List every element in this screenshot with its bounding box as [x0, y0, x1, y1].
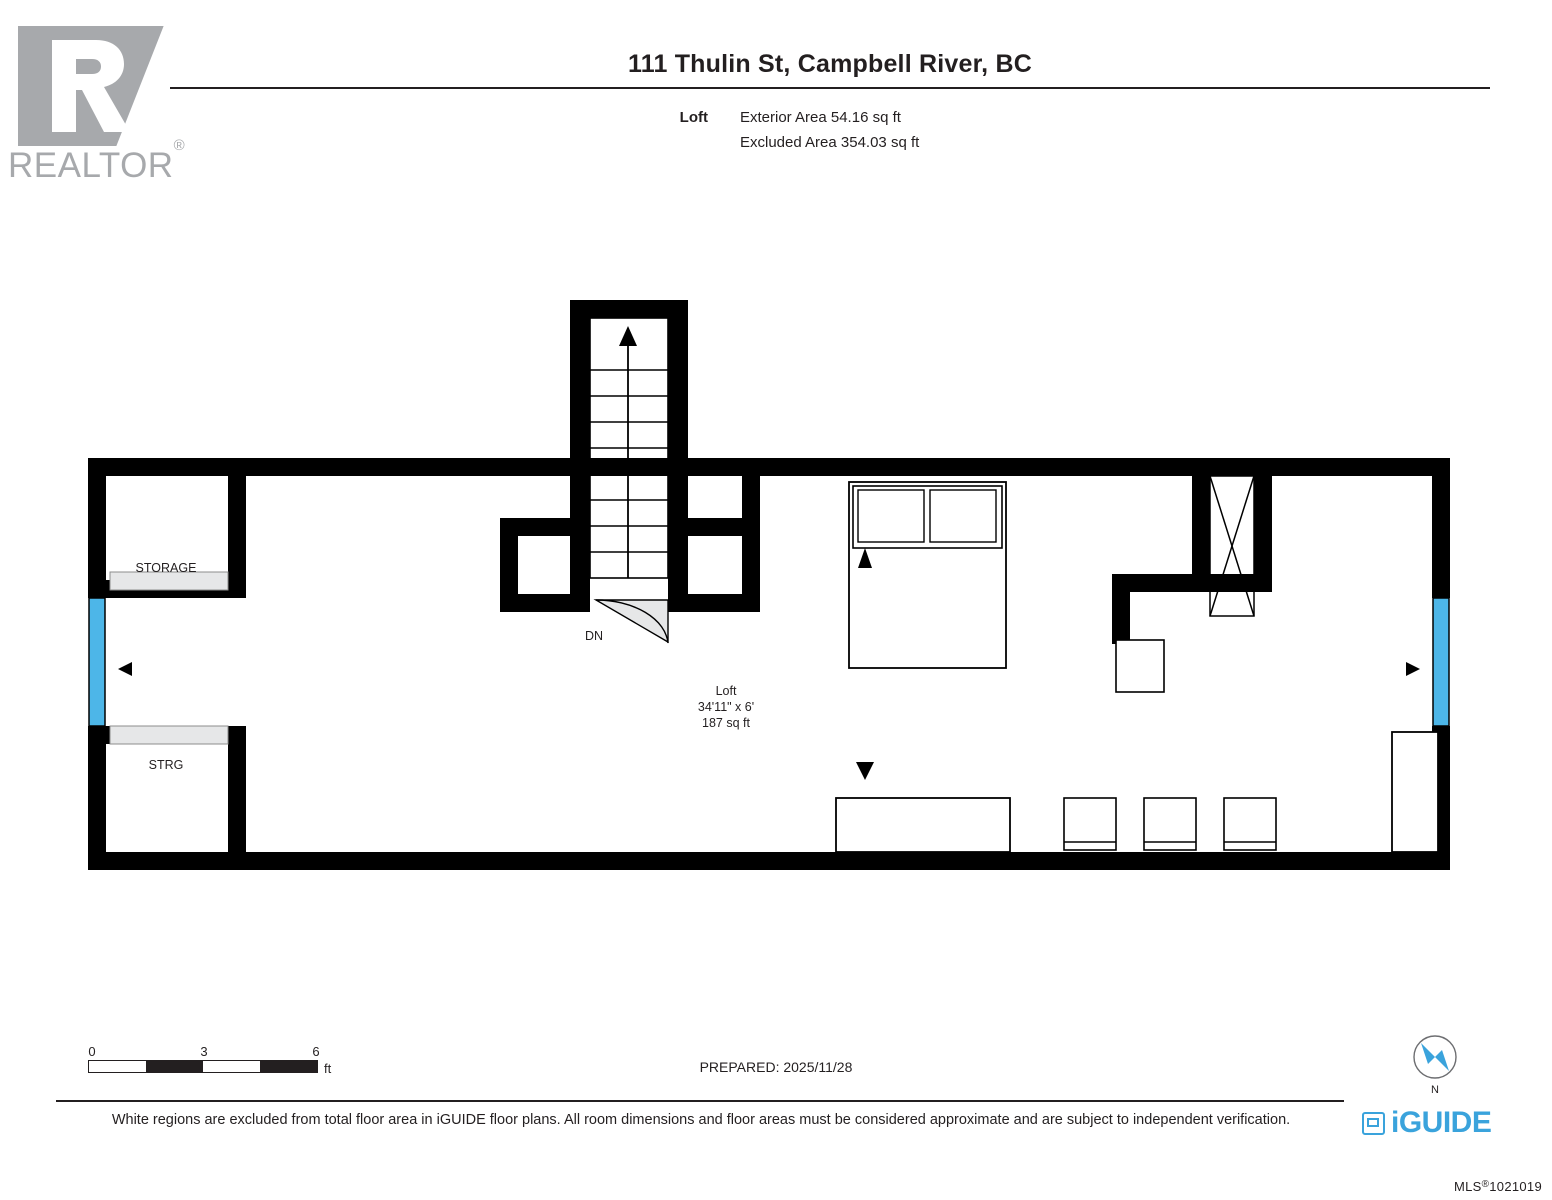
scale-ticks: [88, 1044, 338, 1060]
scale-unit: ft: [324, 1061, 332, 1076]
iguide-logo: [1362, 1106, 1491, 1140]
cabinet-right: [1392, 732, 1438, 852]
lower-furniture: [836, 732, 1438, 852]
iguide-wordmark: iGUIDE: [1391, 1106, 1492, 1139]
bed-furniture: [849, 482, 1006, 668]
mls-registered-mark: ®: [1481, 1179, 1490, 1190]
loft-dimensions: 34'11" x 6': [697, 700, 755, 714]
mls-id: 1021019: [1489, 1179, 1542, 1194]
closet-cross-hatch: [1210, 476, 1254, 616]
footer-divider: [56, 1100, 1344, 1102]
compass-rose: [1400, 1032, 1470, 1100]
prepared-date: PREPARED: 2025/11/28: [699, 1059, 853, 1075]
realtor-registered-mark: ®: [173, 137, 186, 155]
closet-area: [1112, 466, 1272, 692]
compass-icon: [1400, 1032, 1470, 1084]
mls-number: [1454, 1179, 1542, 1194]
scale-tick-2: 6: [312, 1044, 320, 1059]
window-direction-arrows: [118, 662, 1420, 676]
sofa: [836, 798, 1010, 852]
loft-area: 187 sq ft: [702, 716, 750, 730]
excluded-area-value: Excluded Area 354.03 sq ft: [740, 134, 920, 151]
furniture-direction-arrow: [856, 762, 874, 780]
window-left: [89, 598, 105, 726]
loft-name: Loft: [715, 684, 737, 698]
stair-up-arrow: [619, 326, 637, 578]
window-right: [1433, 598, 1449, 726]
realtor-wordmark-text: REALTOR: [8, 146, 174, 185]
disclaimer-text: White regions are excluded from total floor area in iGUIDE floor plans. All room dimensions and floor areas must be considered approximate and are subject to independent verification.: [111, 1112, 1291, 1128]
scale-tick-1: 3: [200, 1044, 208, 1059]
room-label-storage: STORAGE: [135, 561, 197, 575]
stair-dn-label: DN: [584, 629, 604, 643]
storage-partitions: [106, 466, 246, 858]
windows: [89, 598, 1449, 726]
page-title: 111 Thulin St, Campbell River, BC: [628, 50, 1032, 78]
exterior-area-value: Exterior Area 54.16 sq ft: [740, 109, 901, 126]
nightstand: [1116, 640, 1164, 692]
floor-label: Loft: [679, 109, 708, 126]
scale-tick-0: 0: [88, 1044, 96, 1059]
room-label-strg: STRG: [148, 758, 184, 772]
compass-north-label: N: [1431, 1084, 1439, 1096]
room-label-loft: [698, 684, 754, 730]
iguide-badge-icon: [1362, 1112, 1385, 1135]
mls-label: MLS: [1453, 1179, 1482, 1194]
stair-door: [596, 600, 668, 643]
